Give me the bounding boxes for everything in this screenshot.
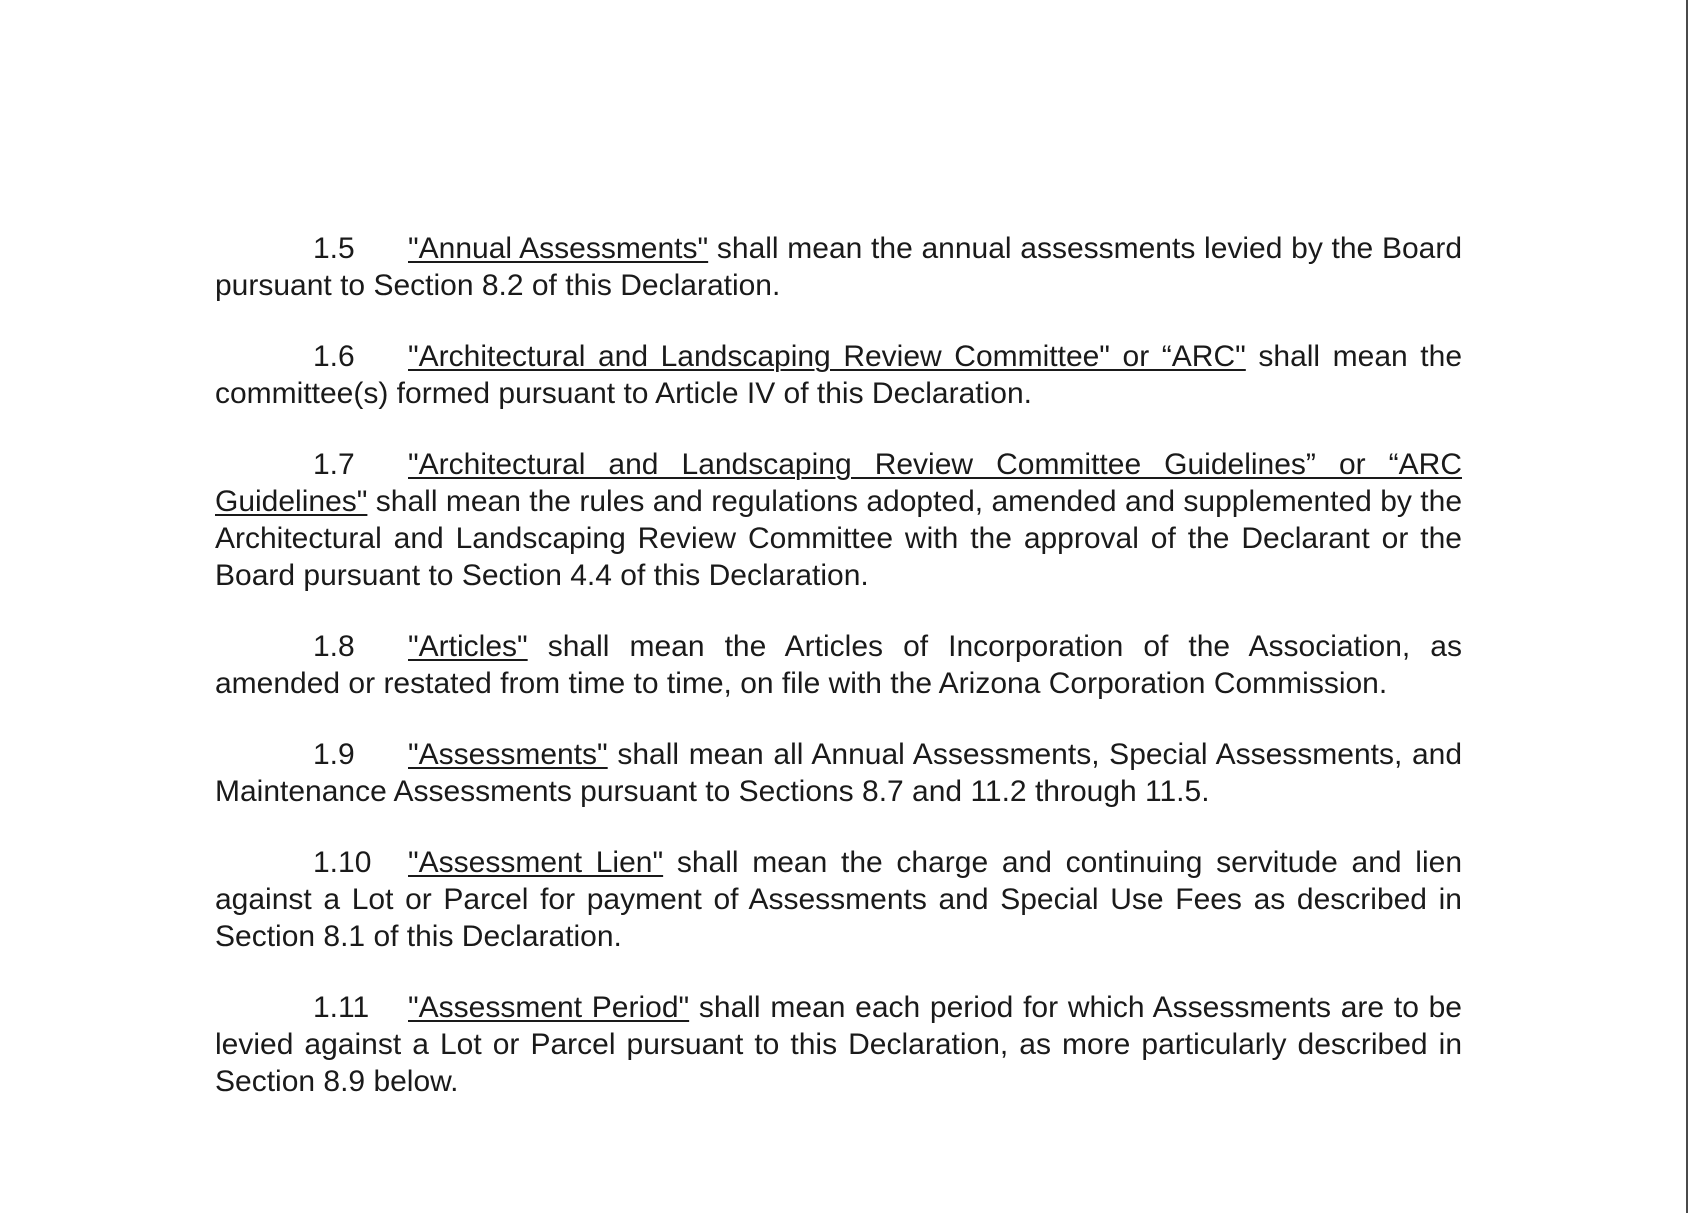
definitions-section (215, 230, 1462, 1134)
definition-paragraph (215, 338, 1462, 412)
definition-number: 1.9 (313, 738, 355, 771)
definition-term: "Assessments" (408, 738, 608, 771)
definition-paragraph (215, 446, 1462, 594)
definition-term: "Architectural and Landscaping Review Committee Guidelines” or “ARC Guidelines" (215, 448, 1462, 518)
definition-body: shall mean the Articles of Incorporation of the Association, as amended or restated from time to time, on file with the Arizona Corporation Commission. (215, 630, 1462, 700)
definition-body: shall mean the charge and continuing servitude and lien against a Lot or Parcel for payment of Assessments and Special Use Fees as described in Section 8.1 of this Declaration. (215, 846, 1462, 953)
definition-body: shall mean all Annual Assessments, Special Assessments, and Maintenance Assessments pursuant to Sections 8.7 and 11.2 through 11.5. (215, 738, 1462, 808)
definition-term: "Annual Assessments" (408, 232, 709, 265)
definition-body: shall mean the committee(s) formed pursuant to Article IV of this Declaration. (215, 340, 1462, 410)
definition-number: 1.5 (313, 232, 355, 265)
definition-paragraph (215, 230, 1462, 304)
definition-number: 1.6 (313, 340, 355, 373)
definition-term: "Assessment Lien" (408, 846, 664, 879)
definition-number: 1.10 (313, 846, 372, 879)
definition-number: 1.7 (313, 448, 355, 481)
definition-number: 1.11 (313, 991, 370, 1024)
definition-term: "Architectural and Landscaping Review Committee" or “ARC" (408, 340, 1246, 373)
definition-paragraph (215, 628, 1462, 702)
definition-number: 1.8 (313, 630, 355, 663)
page-edge-divider (1686, 0, 1688, 1213)
definition-term: "Assessment Period" (408, 991, 690, 1024)
definition-term: "Articles" (408, 630, 528, 663)
definition-body: shall mean the rules and regulations adopted, amended and supplemented by the Architectural and Landscaping Review Committee with the approval of the Declarant or the Board pursuant to Section 4.4 of this Declaration. (215, 485, 1462, 592)
definition-body: shall mean the annual assessments levied by the Board pursuant to Section 8.2 of this Declaration. (215, 232, 1463, 302)
definition-body: shall mean each period for which Assessments are to be levied against a Lot or Parcel pursuant to this Declaration, as more particularly described in Section 8.9 below. (215, 991, 1462, 1098)
definition-paragraph (215, 844, 1462, 955)
definition-paragraph (215, 736, 1462, 810)
definition-paragraph (215, 989, 1462, 1100)
